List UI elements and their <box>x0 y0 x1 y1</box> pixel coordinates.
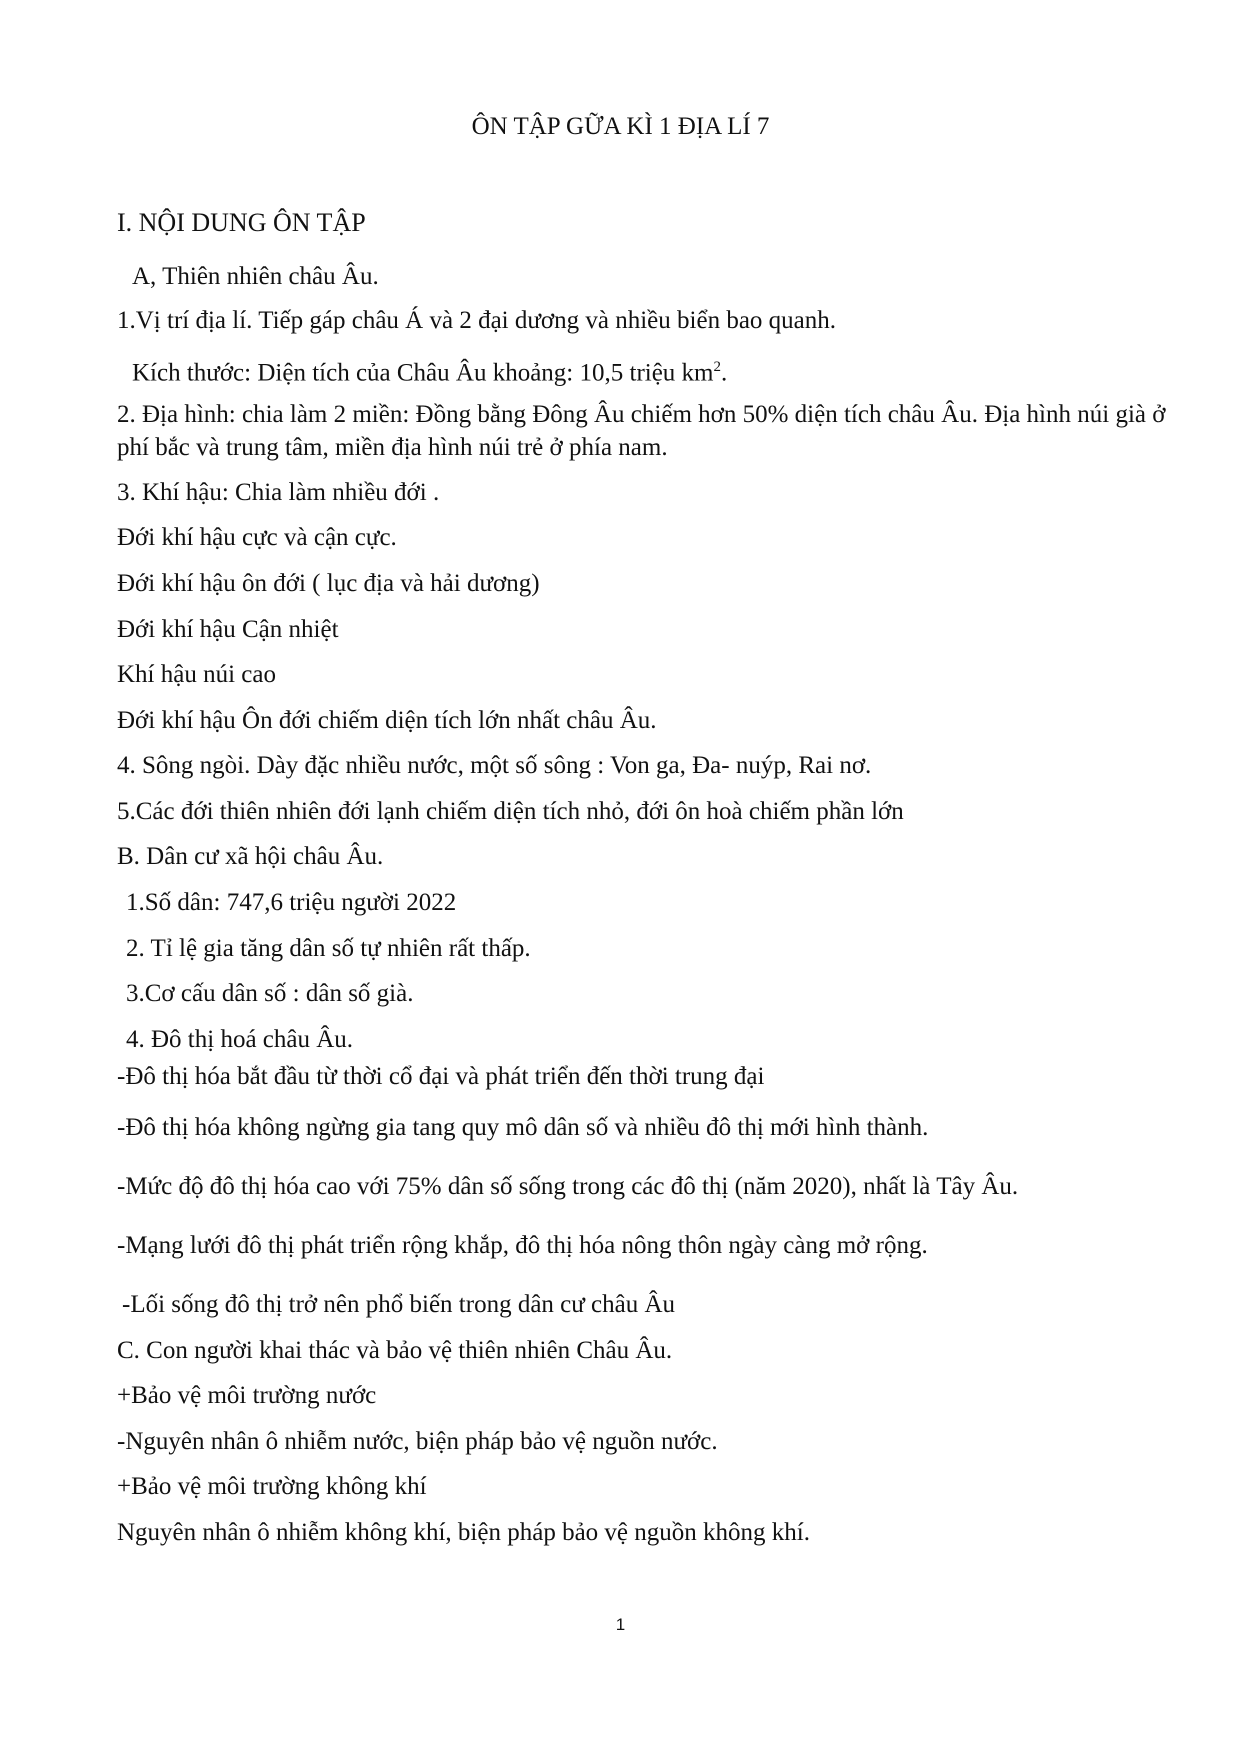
part-b-item-4: 4. Đô thị hoá châu Âu. <box>126 1026 354 1053</box>
air-protection-heading: +Bảo vệ môi trường không khí <box>117 1473 427 1500</box>
air-protection-text: Nguyên nhân ô nhiễm không khí, biện pháp bảo vệ nguồn không khí. <box>117 1519 810 1546</box>
section-heading: I. NỘI DUNG ÔN TẬP <box>117 208 366 237</box>
climate-zone-5: Đới khí hậu Ôn đới chiếm diện tích lớn nhất châu Âu. <box>117 707 657 734</box>
urbanization-point-3: -Mức độ đô thị hóa cao với 75% dân số sống trong các đô thị (năm 2020), nhất là Tây Âu. <box>117 1173 1019 1200</box>
part-a-item-4: 4. Sông ngòi. Dày đặc nhiều nước, một số sông : Von ga, Đa- nuýp, Rai nơ. <box>117 752 872 779</box>
part-b-item-1: 1.Số dân: 747,6 triệu người 2022 <box>126 889 457 916</box>
climate-zone-1: Đới khí hậu cực và cận cực. <box>117 524 397 551</box>
part-b-item-2: 2. Tỉ lệ gia tăng dân số tự nhiên rất thấp. <box>126 935 531 962</box>
climate-zone-4: Khí hậu núi cao <box>117 661 276 688</box>
climate-zone-3: Đới khí hậu Cận nhiệt <box>117 616 339 643</box>
part-b-item-3: 3.Cơ cấu dân số : dân số già. <box>126 980 414 1007</box>
urbanization-point-2: -Đô thị hóa không ngừng gia tang quy mô dân số và nhiều đô thị mới hình thành. <box>117 1114 929 1141</box>
urbanization-point-5: -Lối sống đô thị trở nên phổ biến trong dân cư châu Âu <box>122 1291 676 1318</box>
page-number: 1 <box>615 1615 626 1634</box>
water-protection-text: -Nguyên nhân ô nhiễm nước, biện pháp bảo vệ nguồn nước. <box>117 1428 718 1455</box>
size-superscript: 2 <box>713 359 722 375</box>
part-a-size <box>132 352 727 388</box>
urbanization-point-4: -Mạng lưới đô thị phát triển rộng khắp, đô thị hóa nông thôn ngày càng mở rộng. <box>117 1232 928 1259</box>
size-end: . <box>721 359 728 387</box>
part-a-item-1: 1.Vị trí địa lí. Tiếp gáp châu Á và 2 đại dương và nhiều biển bao quanh. <box>117 307 837 334</box>
part-a-item-5: 5.Các đới thiên nhiên đới lạnh chiếm diện tích nhỏ, đới ôn hoà chiếm phần lớn <box>117 798 904 825</box>
part-b-heading: B. Dân cư xã hội châu Âu. <box>117 843 384 870</box>
urbanization-point-1: -Đô thị hóa bắt đầu từ thời cổ đại và phát triển đến thời trung đại <box>117 1063 765 1090</box>
part-c-heading: C. Con người khai thác và bảo vệ thiên nhiên Châu Âu. <box>117 1337 673 1364</box>
part-a-heading: A, Thiên nhiên châu Âu. <box>132 263 379 290</box>
water-protection-heading: +Bảo vệ môi trường nước <box>117 1382 377 1409</box>
size-text: Kích thước: Diện tích của Châu Âu khoảng: 10,5 triệu km <box>132 359 714 387</box>
climate-zone-2: Đới khí hậu ôn đới ( lục địa và hải dương) <box>117 570 540 597</box>
part-a-item-2: 2. Địa hình: chia làm 2 miền: Đồng bằng Đông Âu chiếm hơn 50% diện tích châu Âu. Địa hình núi già ở phí bắc và trung tâm, miền địa hình núi trẻ ở phía nam. <box>117 401 1166 461</box>
part-a-item-3: 3. Khí hậu: Chia làm nhiều đới . <box>117 479 440 506</box>
document-title: ÔN TẬP GỮA KÌ 1 ĐỊA LÍ 7 <box>471 113 770 140</box>
